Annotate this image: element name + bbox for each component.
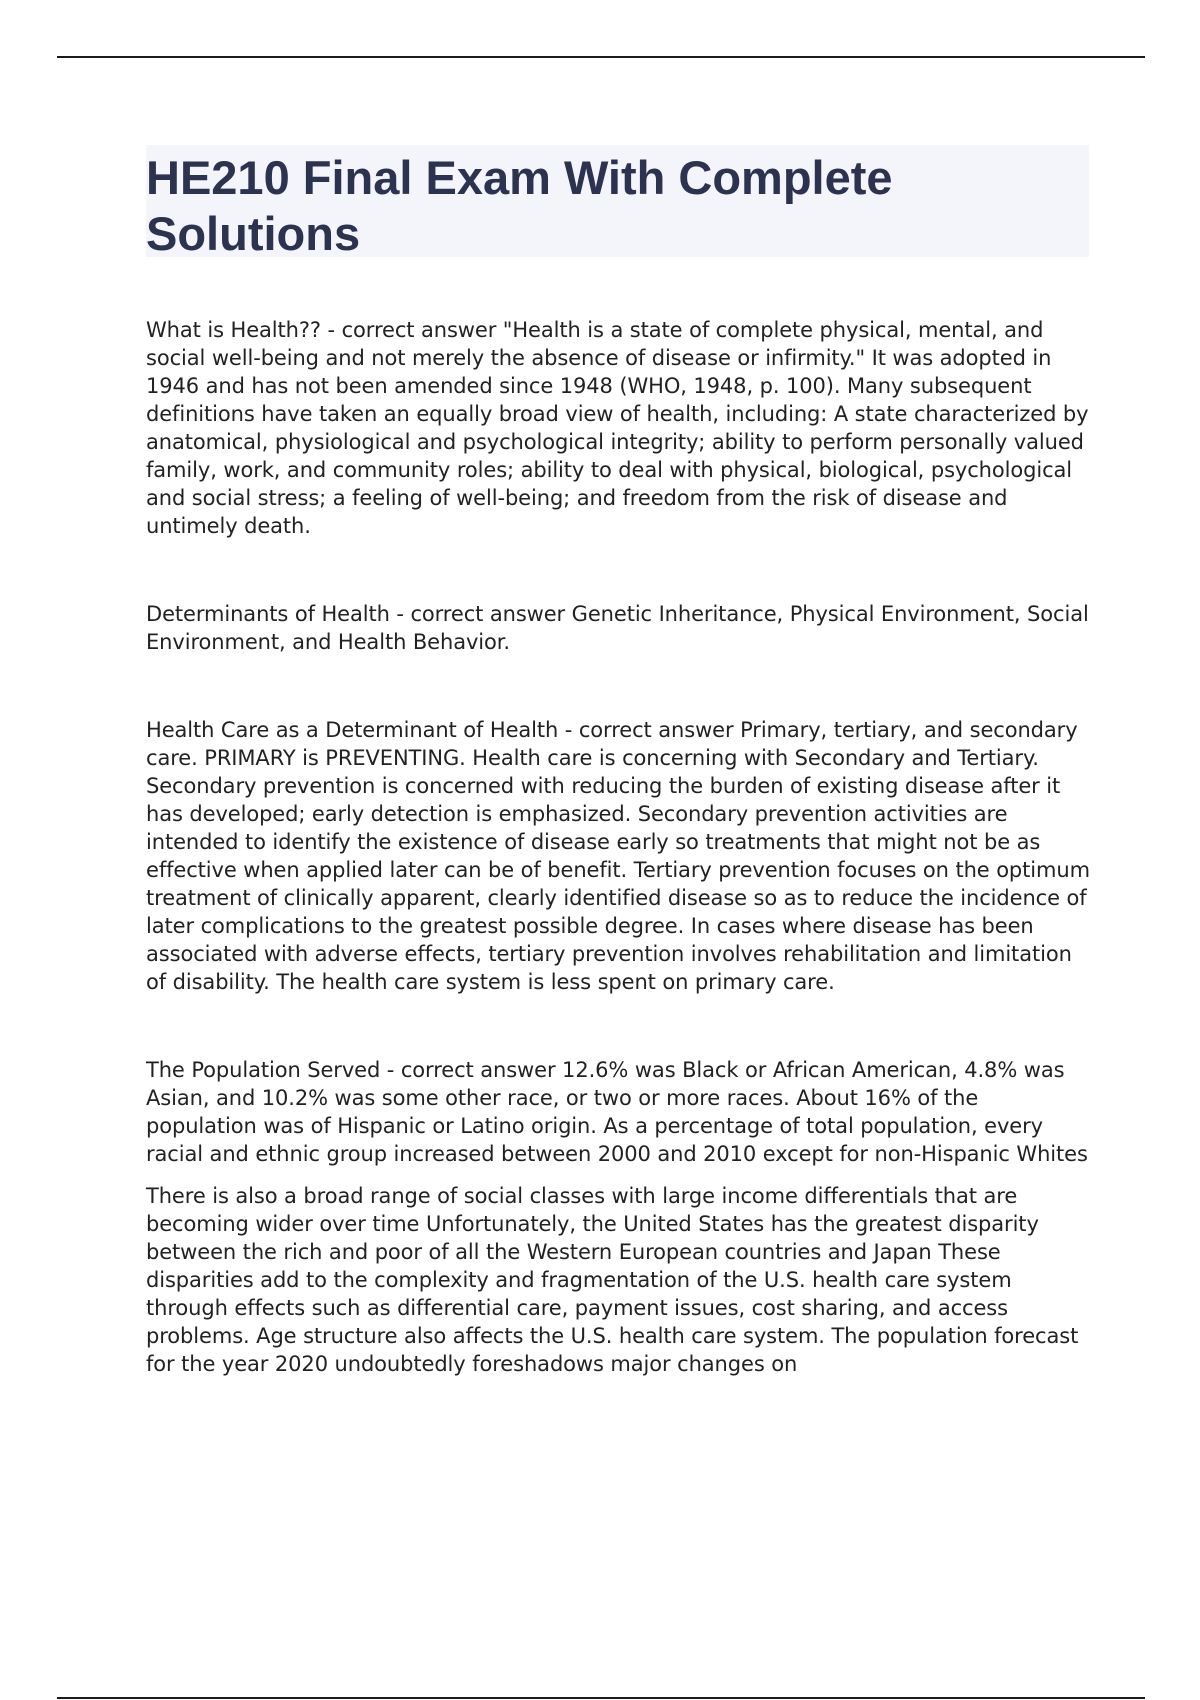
qa-population-served: The Population Served - correct answer 12.6% was Black or African American, 4.8% was Asian, and 10.2% was some other race, or two or more races. About 16% of the population was of Hispanic or Latino origin. As a percentage of total population, every racial and ethnic group increased between 2000 and 2010 except for non-Hispanic Whites [146, 1058, 1088, 1166]
page-title: HE210 Final Exam With Complete Solutions [146, 151, 893, 260]
header-rule [57, 56, 1145, 58]
document-body [146, 316, 1094, 1378]
qa-health-care-determinant: Health Care as a Determinant of Health - correct answer Primary, tertiary, and secondary care. PRIMARY is PREVENTING. Health care is concerning with Secondary and Tertiary. Secondary prevention is concerned with reducing the burden of existing disease after it has developed; early detection is emphasized. Secondary prevention activities are intended to identify the existence of disease early so treatments that might not be as effective when applied later can be of benefit. Tertiary prevention focuses on the optimum treatment of clinically apparent, clearly identified disease so as to reduce the incidence of later complications to the greatest possible degree. In cases where disease has been associated with adverse effects, tertiary prevention involves rehabilitation and limitation of disability. The health care system is less spent on primary care. [146, 718, 1090, 994]
footer-rule [57, 1697, 1145, 1699]
qa-determinants-of-health: Determinants of Health - correct answer Genetic Inheritance, Physical Environment, Social Environment, and Health Behavior. [146, 602, 1089, 654]
qa-population-served-continued: There is also a broad range of social classes with large income differentials that are becoming wider over time Unfortunately, the United States has the greatest disparity between the rich and poor of all the Western European countries and Japan These disparities add to the complexity and fragmentation of the U.S. health care system through effects such as differential care, payment issues, cost sharing, and access problems. Age structure also affects the U.S. health care system. The population forecast for the year 2020 undoubtedly foreshadows major changes on [146, 1184, 1079, 1376]
title-banner [146, 145, 1089, 260]
qa-what-is-health: What is Health?? - correct answer "Health is a state of complete physical, mental, and social well-being and not merely the absence of disease or infirmity." It was adopted in 1946 and has not been amended since 1948 (WHO, 1948, p. 100). Many subsequent definitions have taken an equally broad view of health, including: A state characterized by anatomical, physiological and psychological integrity; ability to perform personally valued family, work, and community roles; ability to deal with physical, biological, psychological and social stress; a feeling of well-being; and freedom from the risk of disease and untimely death. [146, 318, 1089, 538]
